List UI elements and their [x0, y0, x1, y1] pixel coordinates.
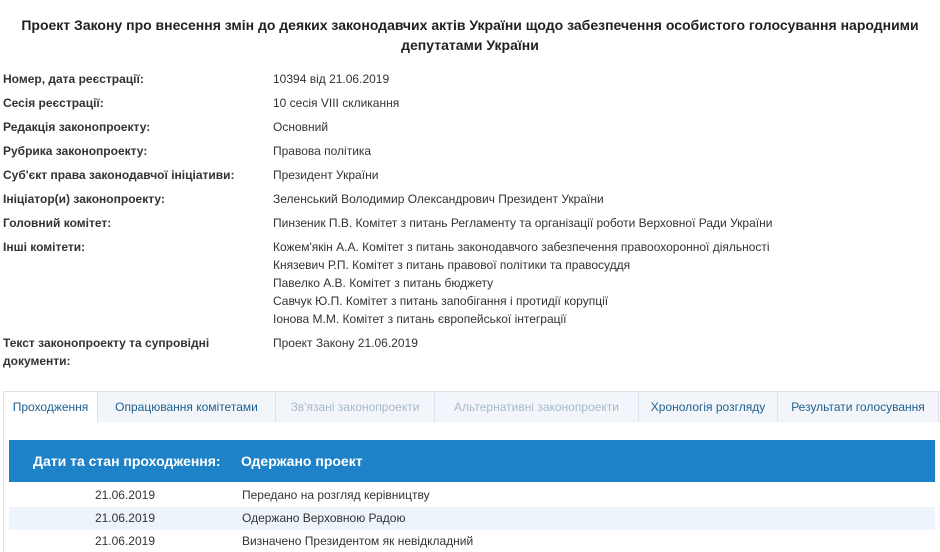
row-date: 21.06.2019 — [94, 511, 155, 525]
row-date: 21.06.2019 — [94, 534, 155, 548]
registration-value: 10394 від 21.06.2019 — [273, 72, 390, 86]
tab-alternative-bills: Альтернативні законопроекти — [435, 392, 639, 422]
page-title: Проект Закону про внесення змін до деяких законодавчих актів України щодо забезпечення особистого голосування народними депутатами України — [21, 17, 919, 53]
session-label: Сесія реєстрації: — [3, 96, 104, 110]
other-committees-list — [273, 238, 933, 328]
bill-text-link[interactable]: Проект Закону 21.06.2019 — [273, 336, 418, 350]
registration-label: Номер, дата реєстрації: — [3, 72, 144, 86]
header-status: Одержано проект — [241, 453, 363, 469]
header-dates-label: Дати та стан проходження: — [33, 453, 221, 469]
committee-item: Павелко А.В. Комітет з питань бюджету — [273, 276, 494, 290]
documents-label-line2: документи: — [3, 354, 71, 368]
row-status: Визначено Президентом як невідкладний — [242, 534, 474, 548]
rubric-value: Правова політика — [273, 144, 372, 158]
edition-value: Основний — [273, 120, 329, 134]
committee-item: Кожем'якін А.А. Комітет з питань законодавчого забезпечення правоохоронної діяльності — [273, 240, 770, 254]
other-committees-label: Інші комітети: — [3, 240, 86, 254]
table-row — [9, 530, 935, 552]
documents-label-line1: Текст законопроекту та супровідні — [3, 336, 210, 350]
row-status: Одержано Верховною Радою — [242, 511, 406, 525]
rubric-label: Рубрика законопроекту: — [3, 144, 148, 158]
edition-label: Редакція законопроекту: — [3, 120, 151, 134]
tab-passage[interactable]: Проходження — [3, 392, 98, 423]
documents-value — [273, 334, 933, 352]
initiator-label: Ініціатор(и) законопроекту: — [3, 192, 165, 206]
tab-bar — [3, 391, 940, 422]
row-date: 21.06.2019 — [94, 488, 155, 502]
initiator-value: Зеленський Володимир Олександрович Президент України — [273, 192, 604, 206]
passage-table-header — [9, 440, 935, 482]
tab-voting-results[interactable]: Результати голосування — [778, 392, 939, 422]
row-status: Передано на розгляд керівництву — [242, 488, 430, 502]
documents-label — [3, 334, 263, 370]
main-committee-label: Головний комітет: — [3, 216, 112, 230]
table-row — [9, 484, 935, 507]
committee-item: Іонова М.М. Комітет з питань європейської інтеграції — [273, 312, 567, 326]
tab-related-bills: Зв'язані законопроекти — [276, 392, 435, 422]
table-row — [9, 507, 935, 530]
committee-item: Савчук Ю.П. Комітет з питань запобігання і протидії корупції — [273, 294, 609, 308]
subject-value: Президент України — [273, 168, 379, 182]
subject-label: Суб'єкт права законодавчої ініціативи: — [3, 168, 235, 182]
committee-item: Князевич Р.П. Комітет з питань правової політики та правосуддя — [273, 258, 631, 272]
tab-chronology[interactable]: Хронологія розгляду — [639, 392, 778, 422]
main-committee-value: Пинзеник П.В. Комітет з питань Регламенту та організації роботи Верховної Ради України — [273, 216, 773, 230]
tab-committee-processing[interactable]: Опрацювання комітетами — [98, 392, 276, 422]
session-value: 10 сесія VIII скликання — [273, 96, 400, 110]
